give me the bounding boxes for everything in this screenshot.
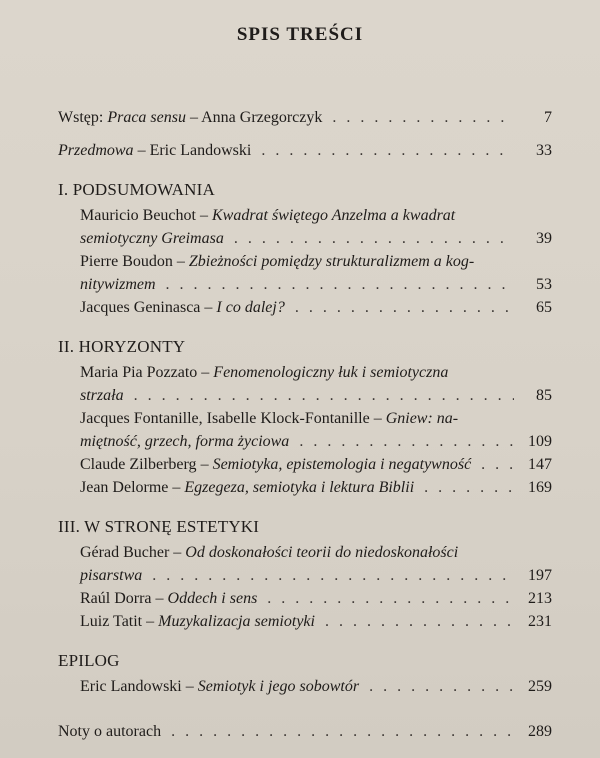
entry-separator: – <box>185 678 194 695</box>
entry-title: Semiotyk i jego sobowtór <box>197 678 360 695</box>
entry-title-continued: pisarstwa <box>80 567 143 584</box>
toc-sections <box>58 180 552 698</box>
entry-separator: – <box>204 299 213 316</box>
entry-author: Luiz Tatit <box>80 613 143 630</box>
toc-entry <box>58 296 552 319</box>
page-number: 289 <box>528 723 552 740</box>
leader-dots <box>134 384 514 407</box>
entry-author: Jacques Geninasca <box>80 299 201 316</box>
leader-dots <box>299 430 514 453</box>
leader-dots <box>267 587 514 610</box>
leader-dots <box>424 476 514 499</box>
leader-dots <box>481 453 514 476</box>
toc-entry <box>58 453 552 476</box>
entry-title: I co dalej? <box>216 299 285 316</box>
entry-author: Pierre Boudon <box>80 253 173 270</box>
page-number: 169 <box>528 479 552 496</box>
entry-separator: – <box>200 456 209 473</box>
entry-author: Raúl Dorra <box>80 590 152 607</box>
page-number: 109 <box>528 433 552 450</box>
section-heading: II. HORYZONTY <box>58 337 186 356</box>
entry-author: Jean Delorme <box>80 479 169 496</box>
entry-title-continued: nitywizmem <box>80 276 156 293</box>
leader-dots <box>295 296 514 319</box>
entry-separator: – <box>173 544 182 561</box>
entry-editor: Anna Grzegorczyk <box>201 109 323 126</box>
entry-title-continued: strzała <box>80 387 124 404</box>
leader-dots <box>234 227 514 250</box>
page-number: 7 <box>544 109 552 126</box>
entry-title-continued: semiotyczny Greimasa <box>80 230 224 247</box>
entry-author: Maria Pia Pozzato <box>80 364 198 381</box>
entry-separator: – <box>189 109 198 126</box>
page-number: 39 <box>536 230 552 247</box>
toc-entry <box>58 610 552 633</box>
section-heading: III. W STRONĘ ESTETYKI <box>58 517 260 536</box>
entry-title: Semiotyka, epistemologia i negatywność <box>212 456 472 473</box>
leader-dots <box>171 720 514 743</box>
entry-separator: – <box>172 479 181 496</box>
toc-entry-notes <box>58 720 552 743</box>
page-number: 147 <box>528 456 552 473</box>
entry-author: Eric Landowski <box>80 678 182 695</box>
entry-author: Jacques Fontanille, Isabelle Klock-Fontanille <box>80 410 370 427</box>
toc-entry <box>58 407 552 453</box>
toc-entry-preface <box>58 139 552 162</box>
entry-title: Egzegeza, semiotyka i lektura Biblii <box>184 479 415 496</box>
page-number: 197 <box>528 567 552 584</box>
table-of-contents <box>58 106 552 743</box>
page-number: 259 <box>528 678 552 695</box>
toc-entry <box>58 541 552 587</box>
entry-author: Eric Landowski <box>149 142 252 159</box>
toc-entry <box>58 204 552 250</box>
toc-entry <box>58 250 552 296</box>
entry-author: Mauricio Beuchot <box>80 207 196 224</box>
toc-entry <box>58 587 552 610</box>
entry-author: Claude Zilberberg <box>80 456 197 473</box>
leader-dots <box>369 675 514 698</box>
leader-dots <box>332 106 514 129</box>
page-number: 53 <box>536 276 552 293</box>
notes-label: Noty o autorach <box>58 723 162 740</box>
entry-title: Gniew: na- <box>385 410 459 427</box>
entry-title: Oddech i sens <box>167 590 258 607</box>
entry-title: Zbieżności pomiędzy strukturalizmem a kog- <box>188 253 475 270</box>
page-number: 231 <box>528 613 552 630</box>
page-number: 33 <box>536 142 552 159</box>
entry-separator: – <box>146 613 155 630</box>
entry-title: Muzykalizacja semiotyki <box>158 613 315 630</box>
toc-entry-intro <box>58 106 552 129</box>
entry-title: Od doskonałości teorii do niedoskonałości <box>185 544 459 561</box>
leader-dots <box>152 564 514 587</box>
page-title: SPIS TREŚCI <box>236 24 364 45</box>
page-number: 213 <box>528 590 552 607</box>
entry-separator: – <box>137 142 146 159</box>
toc-entry <box>58 361 552 407</box>
toc-entry <box>58 675 552 698</box>
entry-title-continued: miętność, grzech, forma życiowa <box>80 433 290 450</box>
entry-separator: – <box>373 410 382 427</box>
entry-separator: – <box>201 364 210 381</box>
section-heading: I. PODSUMOWANIA <box>58 180 215 199</box>
entry-separator: – <box>199 207 208 224</box>
page-number: 65 <box>536 299 552 316</box>
section-heading: EPILOG <box>58 651 120 670</box>
leader-dots <box>166 273 514 296</box>
entry-title: Przedmowa <box>58 142 134 159</box>
leader-dots <box>325 610 514 633</box>
entry-separator: – <box>155 590 164 607</box>
entry-title: Praca sensu <box>107 109 186 126</box>
entry-separator: – <box>176 253 185 270</box>
entry-title: Kwadrat świętego Anzelma a kwadrat <box>211 207 456 224</box>
toc-entry <box>58 476 552 499</box>
entry-title: Fenomenologiczny łuk i semiotyczna <box>213 364 449 381</box>
entry-author: Gérad Bucher <box>80 544 170 561</box>
page-number: 85 <box>536 387 552 404</box>
entry-author: Wstęp: <box>58 109 104 126</box>
leader-dots <box>261 139 514 162</box>
